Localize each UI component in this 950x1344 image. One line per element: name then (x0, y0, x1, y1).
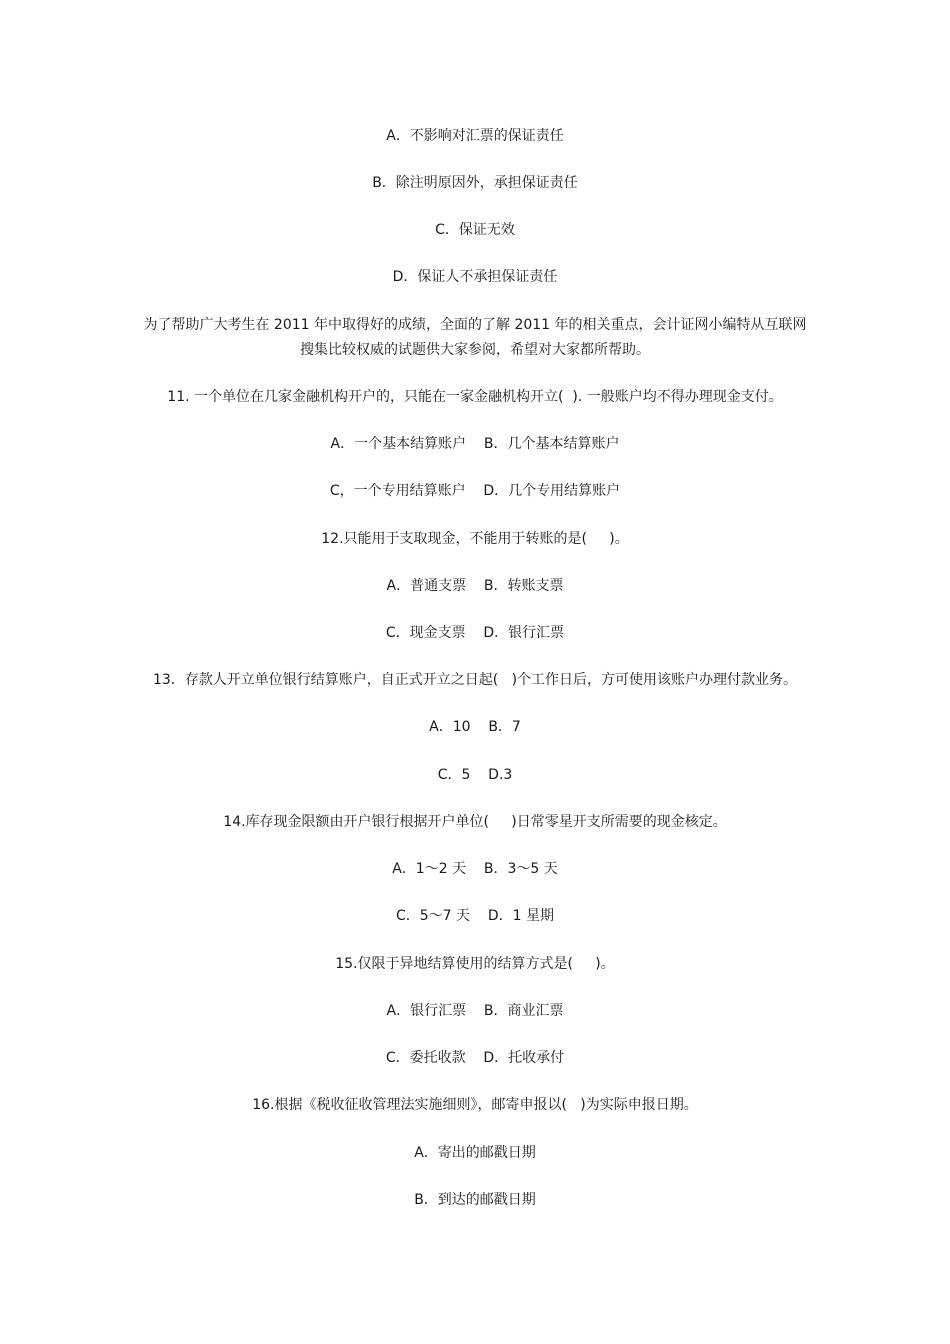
question-11: 11. 一个单位在几家金融机构开户的，只能在一家金融机构开立( ). 一般账户均不得办理现金支付。 (167, 389, 783, 405)
question-12-options-cd: C．现金支票 D．银行汇票 (385, 625, 565, 641)
question-12-options-ab: A．普通支票 B．转账支票 (386, 578, 564, 594)
question-11-options-cd: C，一个专用结算账户 D．几个专用结算账户 (329, 483, 621, 499)
option-c-line: C．保证无效 (435, 222, 515, 238)
option-a-line: A．不影响对汇票的保证责任 (386, 128, 564, 144)
question-13: 13．存款人开立单位银行结算账户，自正式开立之日起( )个工作日后，方可使用该账户办理付款业务。 (152, 672, 798, 688)
question-14: 14.库存现金限额由开户银行根据开户单位( )日常零星开支所需要的现金核定。 (223, 814, 727, 830)
question-15-options-ab: A．银行汇票 B．商业汇票 (386, 1003, 564, 1019)
question-15: 15.仅限于异地结算使用的结算方式是( )。 (335, 956, 615, 972)
question-14-options-ab: A．1～2 天 B．3～5 天 (392, 861, 558, 877)
question-16-option-a: A．寄出的邮戳日期 (414, 1145, 536, 1161)
question-13-options-ab: A．10 B．7 (429, 719, 521, 735)
option-d-line: D．保证人不承担保证责任 (392, 269, 558, 285)
intro-paragraph: 为了帮助广大考生在 2011 年中取得好的成绩，全面的了解 2011 年的相关重点，会计证网小编特从互联网搜集比较权威的试题供大家参阅，希望对大家都所帮助。 (143, 317, 807, 358)
question-16-option-b: B．到达的邮戳日期 (414, 1192, 536, 1208)
question-15-options-cd: C．委托收款 D．托收承付 (385, 1050, 565, 1066)
question-13-options-cd: C．5 D.3 (437, 767, 513, 783)
option-b-line: B．除注明原因外，承担保证责任 (372, 175, 578, 191)
question-12: 12.只能用于支取现金，不能用于转账的是( )。 (321, 531, 629, 547)
question-14-options-cd: C．5～7 天 D．1 星期 (396, 908, 554, 924)
question-16: 16.根据《税收征收管理法实施细则》，邮寄申报以( )为实际申报日期。 (252, 1097, 698, 1113)
question-11-options-ab: A．一个基本结算账户 B．几个基本结算账户 (330, 436, 620, 452)
